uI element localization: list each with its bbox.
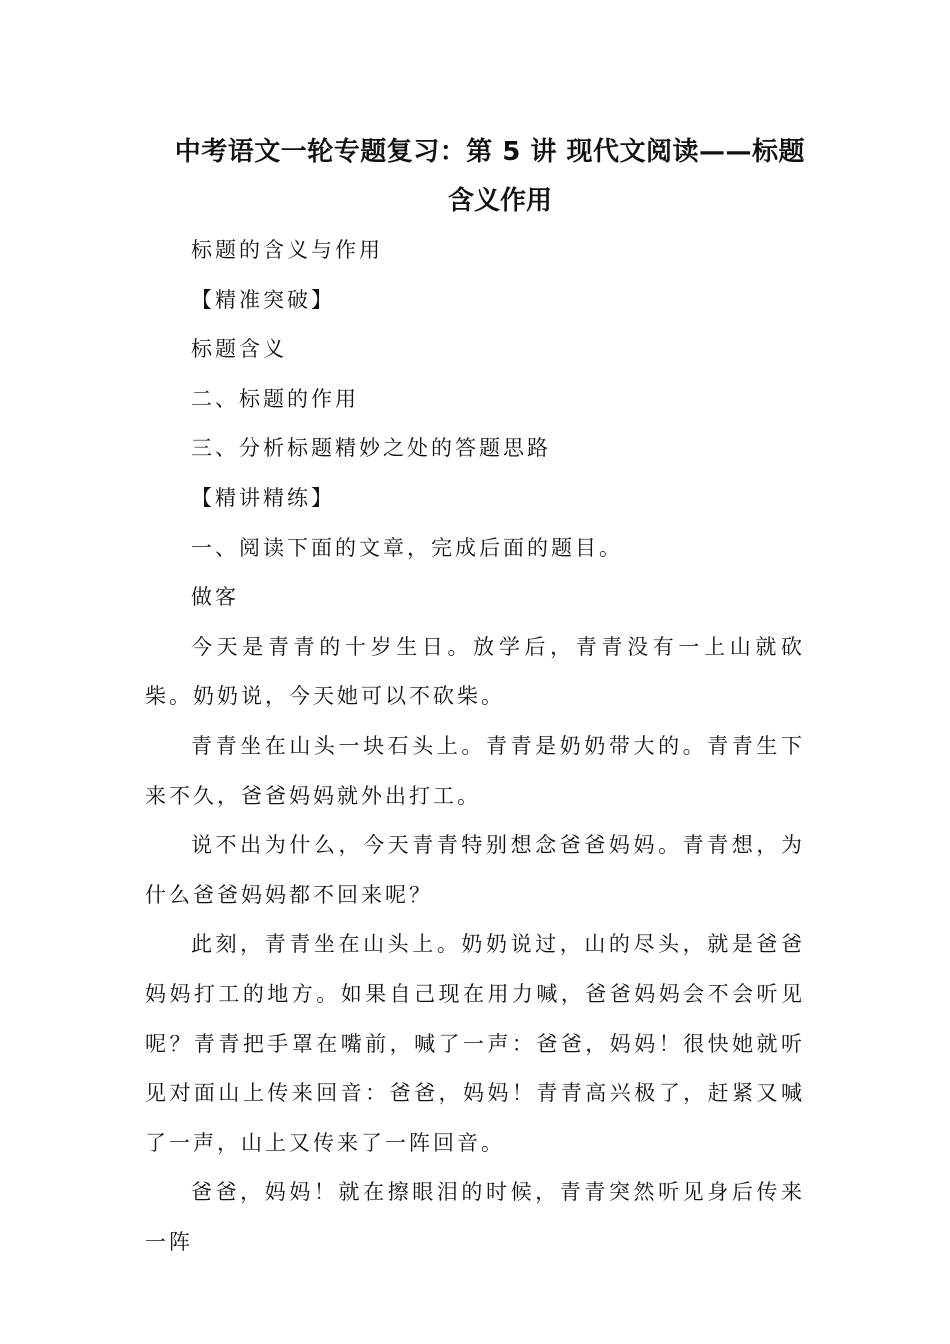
section-heading: 【精准突破】 — [191, 287, 335, 312]
article-paragraph: 此刻，青青坐在山头上。奶奶说过，山的尽头，就是爸爸妈妈打工的地方。如果自己现在用力喊，爸爸妈妈会不会听见呢？青青把手罩在嘴前，喊了一声：爸爸，妈妈！很快她就听见对面山上传来回音：爸爸，妈妈！青青高兴极了，赶紧又喊了一声，山上又传来了一阵回音。 — [145, 932, 805, 1155]
article-paragraph: 青青坐在山头一块石头上。青青是奶奶带大的。青青生下来不久，爸爸妈妈就外出打工。 — [145, 733, 805, 808]
document-title-line-2: 含义作用 — [447, 186, 552, 216]
article-paragraph: 说不出为什么，今天青青特别想念爸爸妈妈。青青想，为什么爸爸妈妈都不回来呢？ — [145, 833, 805, 907]
section-heading: 标题的含义与作用 — [191, 238, 383, 262]
section-heading: 【精讲精练】 — [191, 485, 335, 510]
section-heading: 二、标题的作用 — [191, 386, 359, 411]
document-title-line-1: 中考语文一轮专题复习：第 5 讲 现代文阅读——标题 — [174, 137, 805, 167]
section-heading: 标题含义 — [191, 337, 287, 362]
section-heading: 三、分析标题精妙之处的答题思路 — [191, 436, 551, 461]
article-title: 做客 — [191, 585, 239, 610]
article-paragraph: 爸爸，妈妈！就在擦眼泪的时候，青青突然听见身后传来一阵 — [145, 1180, 805, 1254]
question-instruction: 一、阅读下面的文章，完成后面的题目。 — [191, 535, 623, 560]
article-paragraph: 今天是青青的十岁生日。放学后，青青没有一上山就砍柴。奶奶说，今天她可以不砍柴。 — [145, 634, 805, 709]
document-body — [145, 226, 805, 1267]
